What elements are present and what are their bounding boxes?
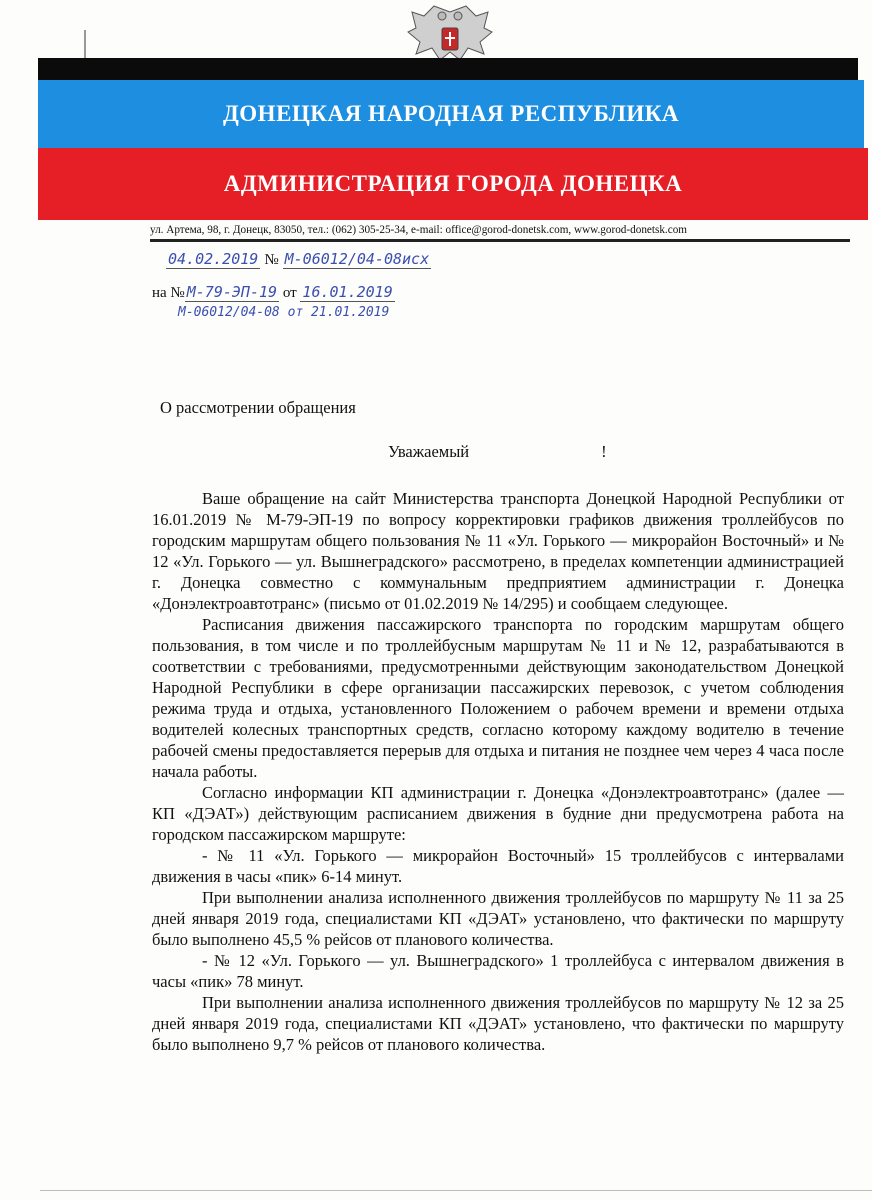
header-divider (150, 239, 850, 242)
paragraph: Расписания движения пассажирского транспорта по городским маршрутам общего пользования, в том числе и по троллейбусным маршрутам № 11 и № 12, разрабатываются в соответствии с требованиями, предусмотренными действующим законодательством Донецкой Народной Республики в сфере организации пассажирских перевозок, с учетом соблюдения режима труда и отдыха, установленного Положением о рабочем времени и времени отдыха водителей колесных транспортных средств, согласно которому каждому водителю в течение рабочей смены предоставляется перерыв для отдыха и питания не позднее чем через 4 часа после начала работы. (152, 615, 844, 781)
greeting-text: Уважаемый (388, 442, 470, 461)
outgoing-number: М-06012/04-08исх (284, 250, 430, 268)
incoming-date: 16.01.2019 (302, 283, 393, 301)
outgoing-date: 04.02.2019 (168, 250, 259, 268)
route-12-item: - № 12 «Ул. Горького — ул. Вышнеградского» 1 троллейбуса с интервалом движения в часы «пик» 78 минут. (152, 951, 844, 991)
outgoing-reference (166, 250, 431, 269)
flag-blue-band (38, 80, 864, 148)
incoming-number: М-79-ЭП-19 (186, 283, 278, 301)
subject-line: О рассмотрении обращения (160, 398, 356, 417)
flag-red-band (38, 148, 868, 220)
number-label: № (264, 252, 279, 268)
on-number-label: на № (152, 285, 185, 301)
paragraph: Ваше обращение на сайт Министерства транспорта Донецкой Народной Республики от 16.01.2019 № М-79-ЭП-19 по вопросу корректировки графиков движения троллейбусов по городским маршрутам общего пользования № 11 «Ул. Горького — микрорайон Восточный» и № 12 «Ул. Горького — ул. Вышнеградского» рассмотрено, в пределах компетенции администрацией г. Донецка совместно с коммунальным предприятием администрации г. Донецка «Донэлектроавтотранс» (письмо от 01.02.2019 № 14/295) и сообщаем следующее. (152, 489, 844, 613)
greeting-exclamation: ! (601, 442, 607, 461)
greeting (388, 442, 607, 462)
address-line: ул. Артема, 98, г. Донецк, 83050, тел.: (062) 305-25-34, e-mail: office@gorod-donetsk.com, www.gorod-donetsk.com (150, 224, 687, 236)
route-11-item: - № 11 «Ул. Горького — микрорайон Восточный» 15 троллейбусов с интервалами движения в часы «пик» 6-14 минут. (152, 846, 844, 886)
from-label: от (282, 285, 297, 301)
paragraph: При выполнении анализа исполненного движения троллейбусов по маршруту № 12 за 25 дней января 2019 года, специалистами КП «ДЭАТ» установлено, что фактически по маршруту было выполнено 9,7 % рейсов от планового количества. (152, 993, 844, 1054)
incoming-reference (152, 283, 395, 302)
paragraph: При выполнении анализа исполненного движения троллейбусов по маршруту № 11 за 25 дней января 2019 года, специалистами КП «ДЭАТ» установлено, что фактически по маршруту было выполнено 45,5 % рейсов от планового количества. (152, 888, 844, 949)
additional-reference: М-06012/04-08 от 21.01.2019 (178, 305, 390, 320)
administration-title: АДМИНИСТРАЦИЯ ГОРОДА ДОНЕЦКА (223, 171, 683, 196)
letter-body (152, 488, 844, 1055)
page-bottom-edge (40, 1190, 872, 1191)
republic-title: ДОНЕЦКАЯ НАРОДНАЯ РЕСПУБЛИКА (222, 101, 680, 126)
page-edge-mark (84, 30, 86, 60)
paragraph: Согласно информации КП администрации г. Донецка «Донэлектроавтотранс» (далее — КП «ДЭАТ») действующим расписанием движения в будние дни предусмотрена работа на городском пассажирском маршруте: (152, 783, 844, 844)
flag-black-band (38, 58, 858, 80)
